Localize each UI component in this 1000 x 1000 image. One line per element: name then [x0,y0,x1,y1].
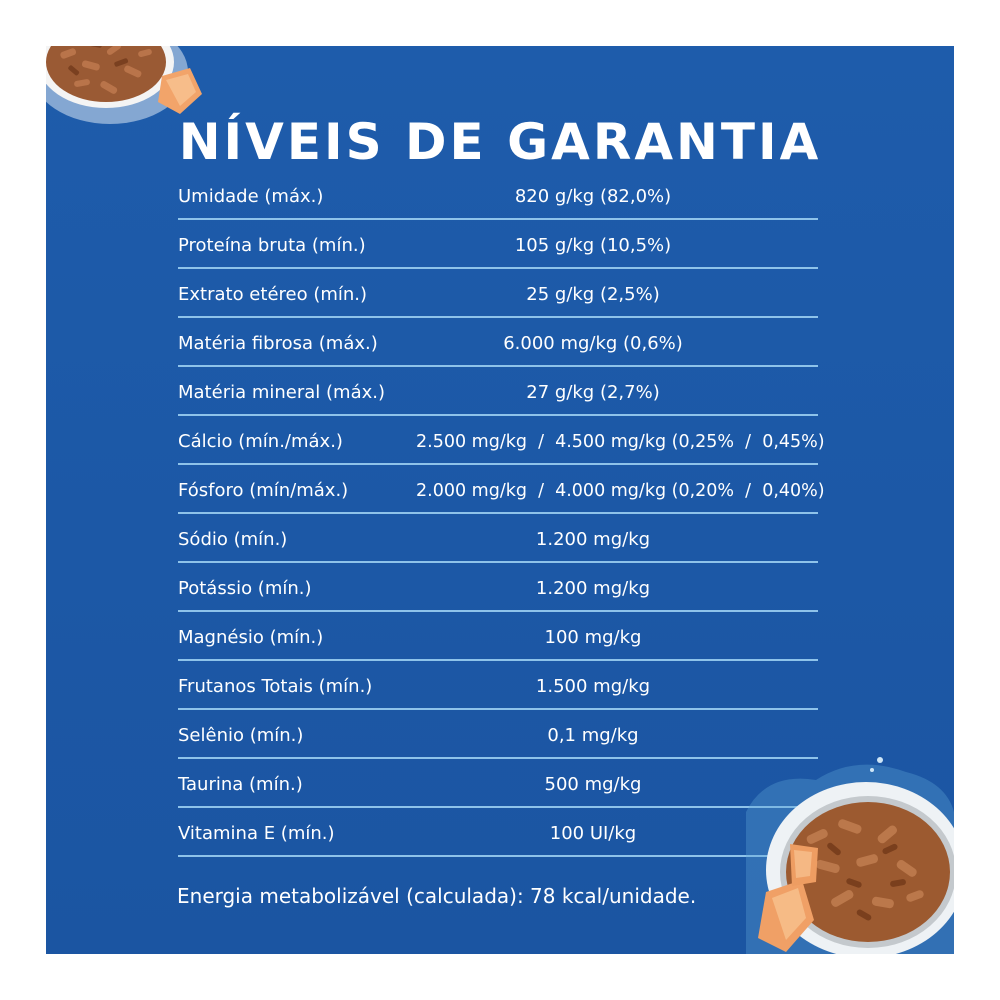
row-value: 500 mg/kg [544,774,642,795]
row-value: 1.500 mg/kg [535,676,651,697]
nutrition-panel [46,46,954,954]
row-label: Potássio (mín.) [178,578,312,599]
row-label: Extrato etéreo (mín.) [178,284,368,305]
row-value: 0,1 mg/kg [547,725,639,746]
row-label: Umidade (máx.) [178,186,324,207]
row-label: Vitamina E (mín.) [178,823,335,844]
row-value: 1.200 mg/kg [535,529,651,550]
table-row [178,171,818,220]
table-row [178,367,818,416]
row-value: 27 g/kg (2,7%) [526,382,660,403]
table-row [178,612,818,661]
page-title: NÍVEIS DE GARANTIA [178,113,822,171]
row-value: 1.200 mg/kg [535,578,651,599]
row-value: 100 UI/kg [549,823,637,844]
row-label: Frutanos Totais (mín.) [178,676,373,697]
row-value: 2.000 mg/kg / 4.000 mg/kg (0,20% / 0,40%) [416,481,825,501]
row-label: Fósforo (mín/máx.) [178,480,349,501]
row-value: 2.500 mg/kg / 4.500 mg/kg (0,25% / 0,45%) [416,432,825,452]
table-row [178,514,818,563]
table-row [178,220,818,269]
row-value: 25 g/kg (2,5%) [526,284,660,305]
row-label: Cálcio (mín./máx.) [178,431,343,452]
energy-note: Energia metabolizável (calculada): 78 kcal/unidade. [177,884,697,908]
row-label: Proteína bruta (mín.) [178,235,366,256]
row-value: 6.000 mg/kg (0,6%) [503,333,683,354]
row-label: Taurina (mín.) [178,774,303,795]
row-label: Selênio (mín.) [178,725,304,746]
table-row [178,661,818,710]
row-label: Magnésio (mín.) [178,627,324,648]
table-row [178,416,825,465]
table-row [178,563,818,612]
row-value: 820 g/kg (82,0%) [514,186,672,207]
row-label: Matéria mineral (máx.) [178,382,385,403]
row-label: Matéria fibrosa (máx.) [178,333,378,354]
row-label: Sódio (mín.) [178,529,288,550]
table-row [178,269,818,318]
table-row [178,465,825,514]
row-value: 105 g/kg (10,5%) [514,235,672,256]
food-bowl-image-bottom-right [706,752,954,954]
row-value: 100 mg/kg [544,627,642,648]
table-row [178,318,818,367]
